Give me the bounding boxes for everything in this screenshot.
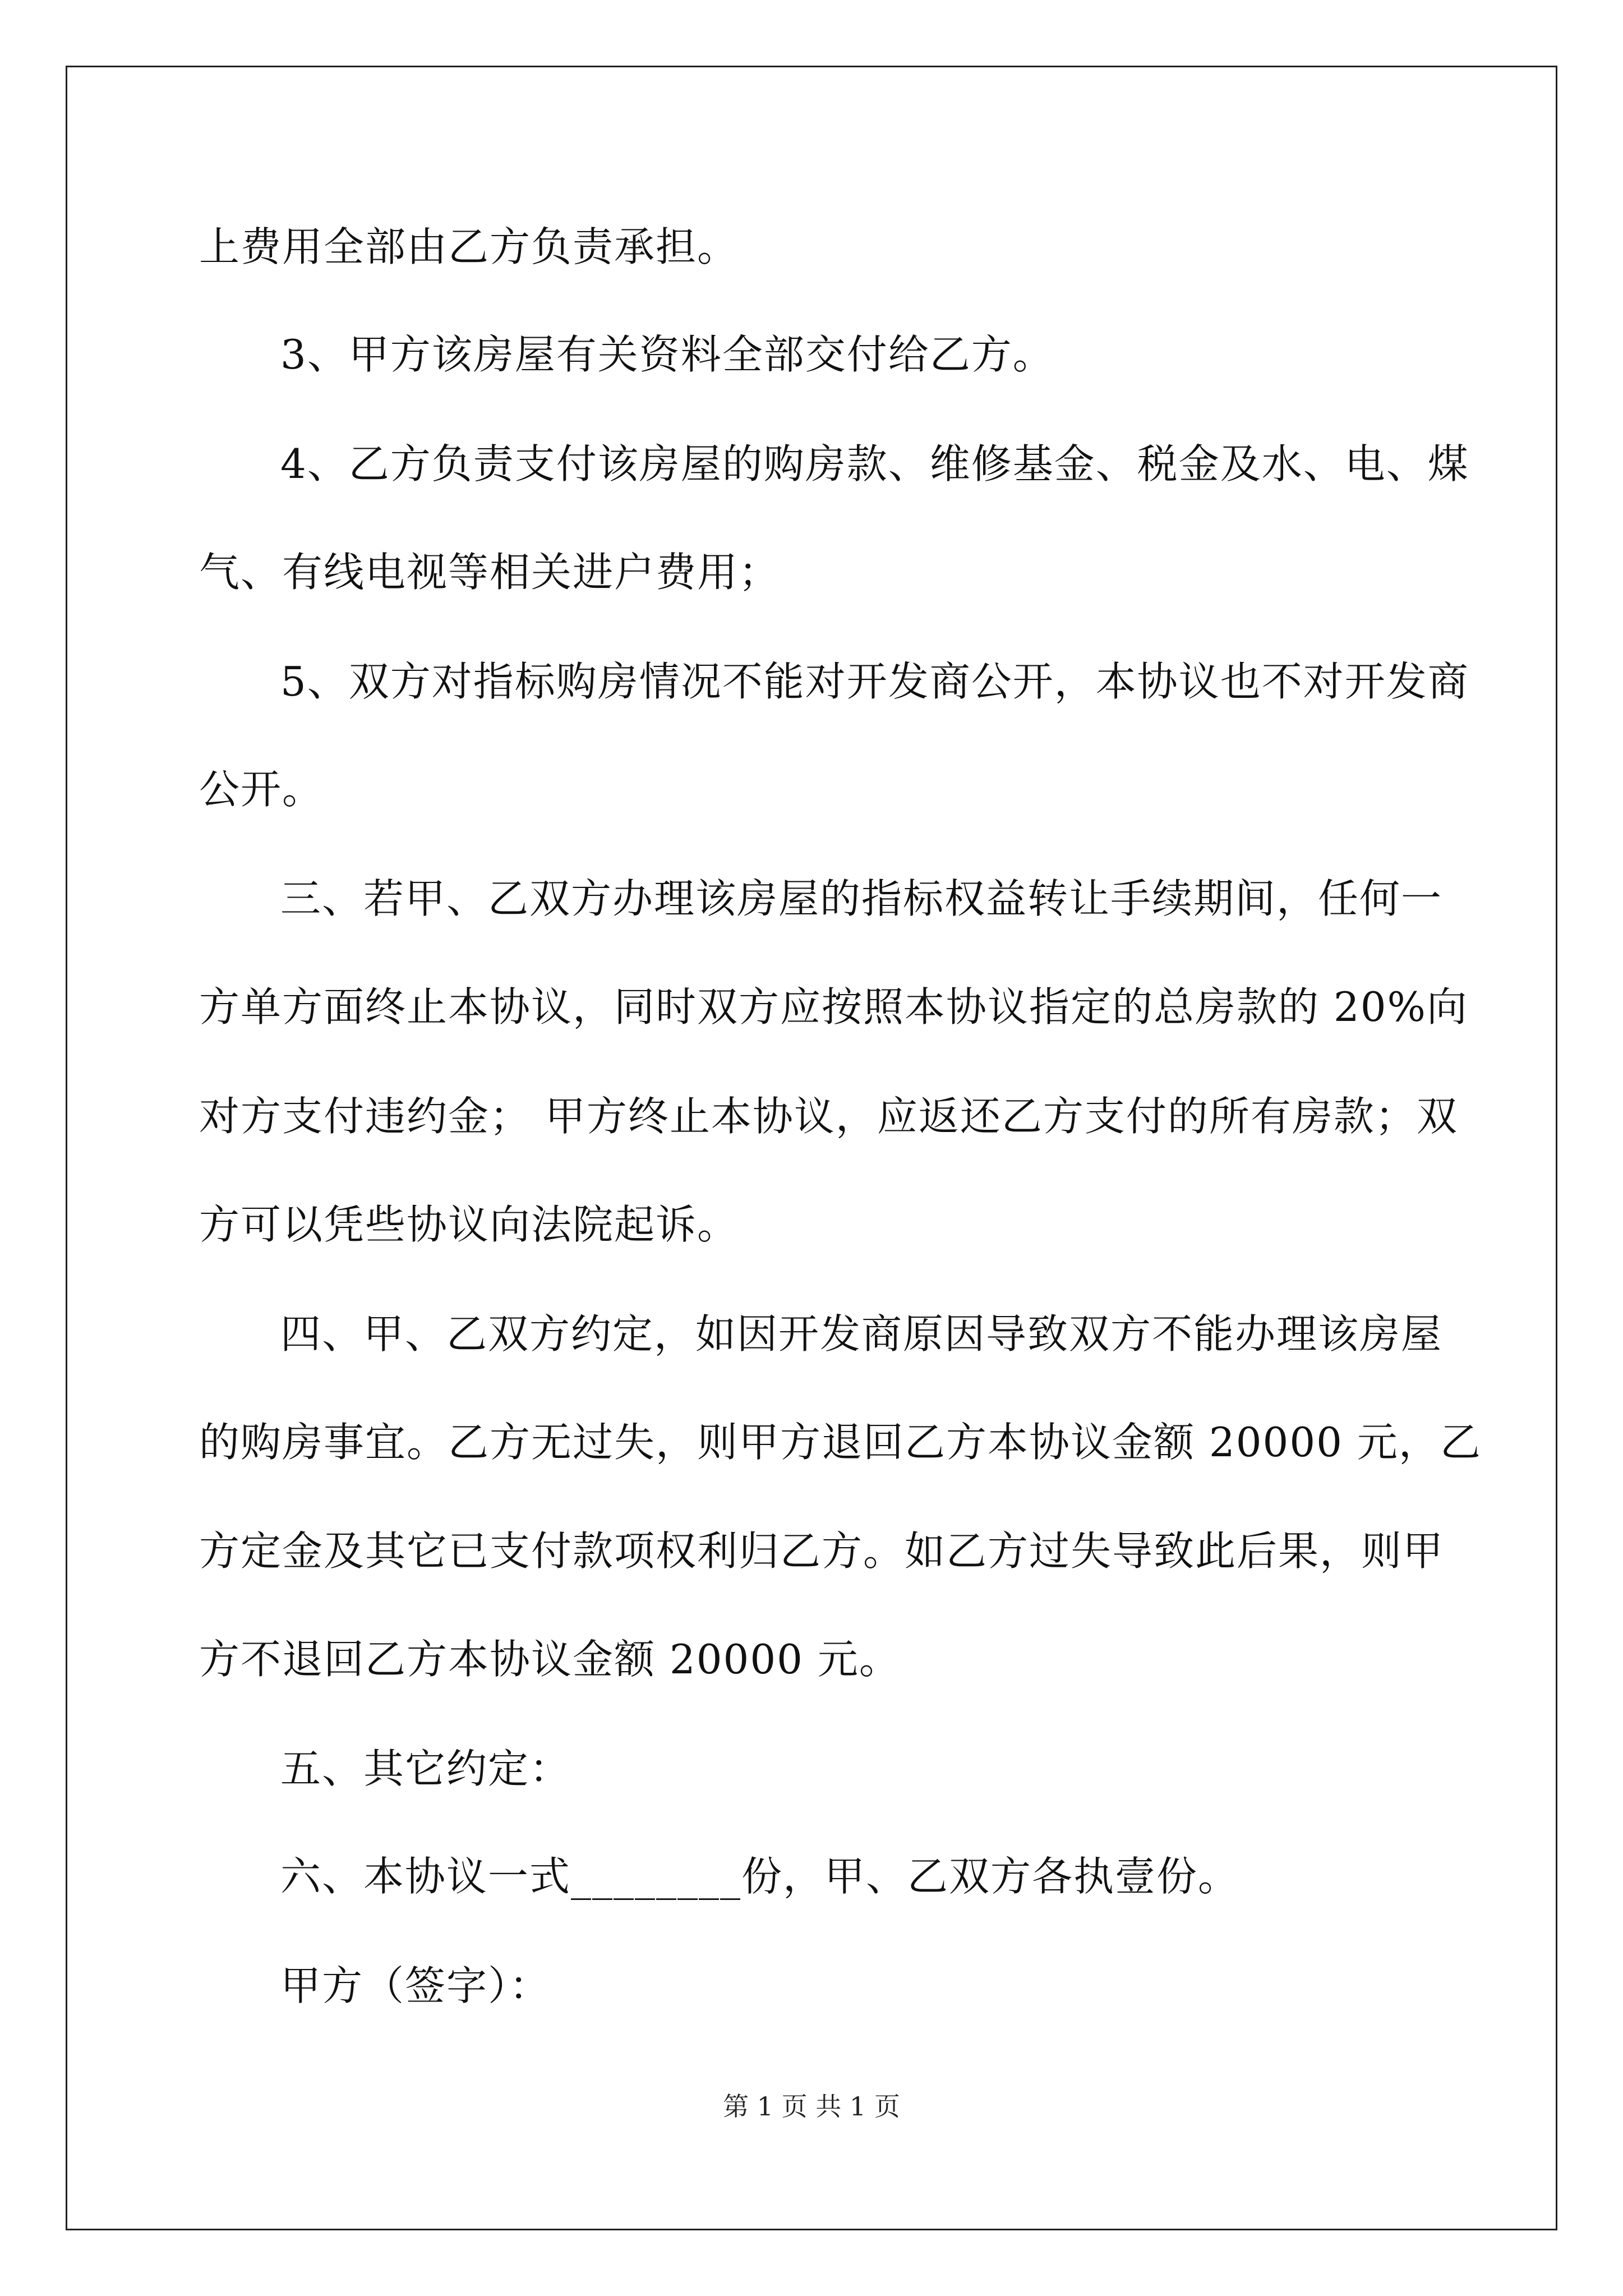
section-3-line-1: 三、若甲、乙双方办理该房屋的指标权益转让手续期间，任何一 <box>280 875 1443 922</box>
clause-5-line-2: 公开。 <box>199 766 324 813</box>
party-a-signature-label: 甲方（签字）： <box>280 1962 551 2009</box>
clause-4-line-2: 气、有线电视等相关进户费用； <box>199 549 781 596</box>
page-number-footer: 第 1 页 共 1 页 <box>723 2091 900 2122</box>
clause-3: 3、甲方该房屋有关资料全部交付给乙方。 <box>280 331 1054 378</box>
section-4-line-3: 方定金及其它已支付款项权利归乙方。如乙方过失导致此后果，则甲 <box>199 1527 1445 1575</box>
section-4-line-4: 方不退回乙方本协议金额 20000 元。 <box>199 1636 901 1683</box>
section-6: 六、本协议一式________份，甲、乙双方各执壹份。 <box>280 1853 1240 1900</box>
page-border <box>66 66 1557 2230</box>
section-4-line-2: 的购房事宜。乙方无过失，则甲方退回乙方本协议金额 20000 元，乙 <box>199 1419 1482 1466</box>
section-3-line-4: 方可以凭些协议向法院起诉。 <box>199 1201 739 1248</box>
clause-5-line-1: 5、双方对指标购房情况不能对开发商公开，本协议也不对开发商 <box>280 658 1469 705</box>
section-3-line-3: 对方支付违约金； 甲方终止本协议，应返还乙方支付的所有房款；双 <box>199 1093 1458 1140</box>
section-4-line-1: 四、甲、乙双方约定，如因开发商原因导致双方不能办理该房屋 <box>280 1310 1443 1358</box>
section-5: 五、其它约定： <box>280 1745 571 1792</box>
clause-4-line-1: 4、乙方负责支付该房屋的购房款、维修基金、税金及水、电、煤 <box>280 440 1469 487</box>
section-3-line-2: 方单方面终止本协议，同时双方应按照本协议指定的总房款的 20%向 <box>199 983 1468 1030</box>
paragraph-line: 上费用全部由乙方负责承担。 <box>199 223 739 270</box>
